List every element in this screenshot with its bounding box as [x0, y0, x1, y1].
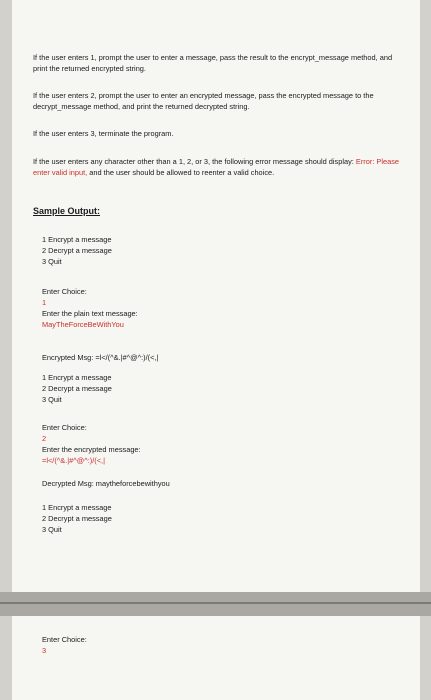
- encrypted-prompt: Enter the encrypted message:: [42, 445, 141, 454]
- paragraph-option-1: If the user enters 1, prompt the user to enter a message, pass the result to the encrypt_message method, and print the returned encrypted string.: [33, 53, 393, 73]
- menu-item-decrypt: 2 Decrypt a message: [42, 384, 112, 393]
- enter-choice-label: Enter Choice:: [42, 287, 87, 296]
- run1-block: [42, 286, 402, 330]
- paragraph-invalid-post: and the user should be allowed to reenter a valid choice.: [87, 168, 275, 177]
- decrypted-result: Decrypted Msg: maytheforcebewithyou: [42, 479, 170, 488]
- page-divider: [0, 592, 431, 616]
- page-divider-rule: [0, 602, 431, 604]
- sample-output-heading: Sample Output:: [33, 206, 100, 216]
- paragraph-invalid-pre: If the user enters any character other than a 1, 2, or 3, the following error message should display:: [33, 157, 356, 166]
- choice-value: 3: [42, 646, 47, 655]
- error-message-text: Error: Please enter valid input,: [33, 157, 400, 177]
- document-page: [12, 0, 420, 592]
- document-page-2: [12, 616, 420, 700]
- paragraph-invalid-input: [33, 156, 403, 178]
- paragraph-option-3: If the user enters 3, terminate the program.: [33, 129, 174, 138]
- encrypted-input: =l</(^&.|#^@^:)/(<,|: [42, 456, 106, 465]
- menu-block-1: [42, 234, 402, 267]
- menu-item-decrypt: 2 Decrypt a message: [42, 514, 112, 523]
- menu-item-decrypt: 2 Decrypt a message: [42, 246, 112, 255]
- run2-block: [42, 422, 402, 466]
- plaintext-input: MayTheForceBeWithYou: [42, 320, 124, 329]
- menu-item-encrypt: 1 Encrypt a message: [42, 503, 112, 512]
- menu-item-quit: 3 Quit: [42, 525, 62, 534]
- menu-block-3: [42, 502, 402, 535]
- menu-block-2: [42, 372, 402, 405]
- paragraph-option-2: If the user enters 2, prompt the user to enter an encrypted message, pass the encrypted message to the decrypt_message method, and print the returned decrypted string.: [33, 91, 374, 111]
- menu-item-encrypt: 1 Encrypt a message: [42, 373, 112, 382]
- enter-choice-label: Enter Choice:: [42, 635, 87, 644]
- menu-item-encrypt: 1 Encrypt a message: [42, 235, 112, 244]
- menu-item-quit: 3 Quit: [42, 395, 62, 404]
- run3-block: [42, 634, 402, 656]
- menu-item-quit: 3 Quit: [42, 257, 62, 266]
- choice-value: 2: [42, 434, 47, 443]
- choice-value: 1: [42, 298, 47, 307]
- enter-choice-label: Enter Choice:: [42, 423, 87, 432]
- plaintext-prompt: Enter the plain text message:: [42, 309, 138, 318]
- encrypted-result: Encrypted Msg: =l</(^&.|#^@^:)/(<,|: [42, 353, 159, 362]
